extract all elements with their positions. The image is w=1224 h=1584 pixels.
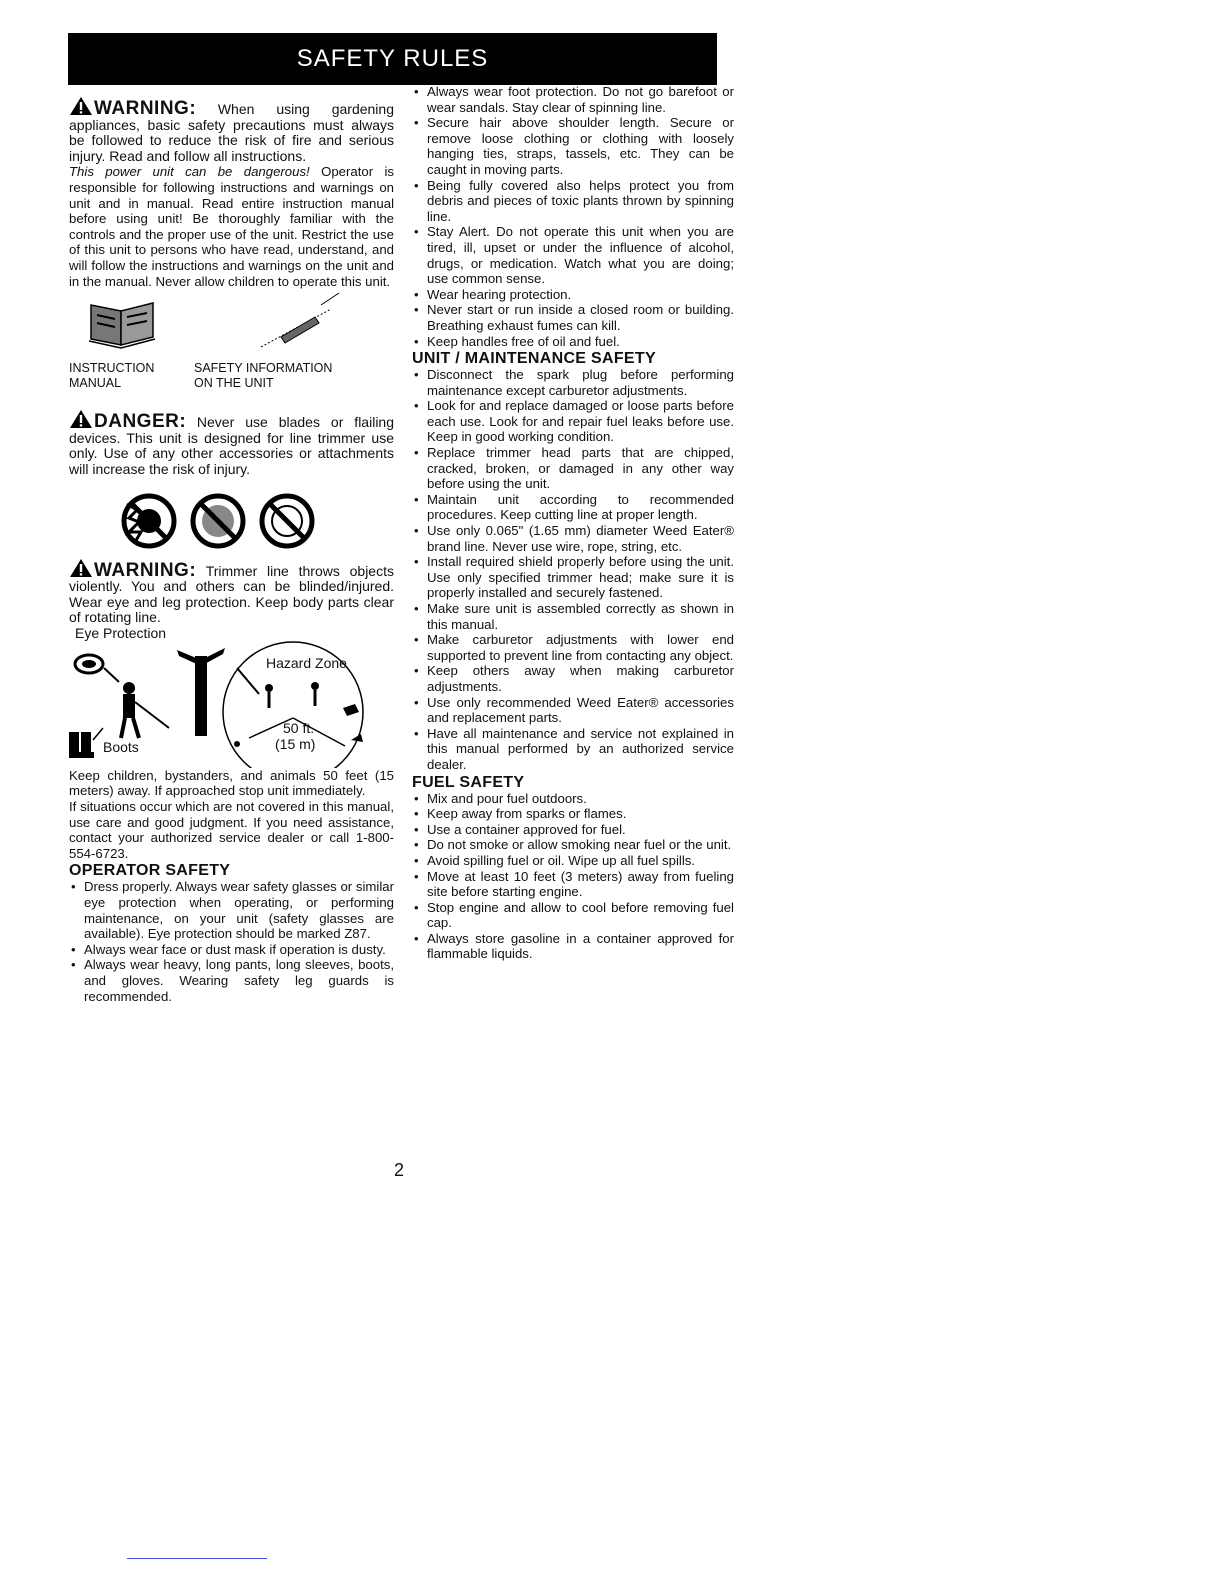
danger-label: DANGER: [94,411,187,433]
boots-label: Boots [103,738,139,755]
fuel-safety-list [412,791,734,963]
unit-maintenance-safety-list [412,367,734,772]
no-blade-attachment-icon [262,496,312,546]
list-item: • Stop engine and allow to cool before removing fuel cap. [412,900,734,931]
warning-intro [69,96,394,164]
hazard-zone-label: Hazard Zone [266,654,347,671]
no-blade-icon [124,496,174,546]
list-item: • Being fully covered also helps protect you from debris and pieces of toxic plants thrown by spinning line. [412,178,734,225]
danger-paragraph [69,409,394,477]
list-item: • Maintain unit according to recommended procedures. Keep cutting line at proper length. [412,492,734,523]
list-item: • Move at least 10 feet (3 meters) away from fueling site before starting engine. [412,869,734,900]
list-item: • Use only recommended Weed Eater® accessories and replacement parts. [412,695,734,726]
list-item: • Mix and pour fuel outdoors. [412,791,734,807]
list-item: • Have all maintenance and service not explained in this manual performed by an authorized service dealer. [412,726,734,773]
list-item: • Never start or run inside a closed room or building. Breathing exhaust fumes can kill. [412,302,734,333]
warning-label: WARNING: [94,98,197,119]
right-column [412,84,734,962]
instruction-manual-label: INSTRUCTION MANUAL [69,361,155,391]
boots-icon [69,728,103,758]
warning2-label: WARNING: [94,559,197,581]
list-item: • Secure hair above shoulder length. Secure or remove loose clothing or clothing with loosely hanging ties, straps, tassels, etc. They can be caught in moving parts. [412,115,734,177]
instruction-manual-icon [89,303,155,348]
left-column [69,96,394,1004]
danger-triangle-icon [69,409,93,429]
page-number: 2 [394,1160,405,1180]
list-item: • Disconnect the spark plug before performing maintenance except carburetor adjustments. [412,367,734,398]
list-item: • Always wear foot protection. Do not go barefoot or wear sandals. Stay clear of spinning line. [412,84,734,115]
list-item: • Dress properly. Always wear safety glasses or similar eye protection when operating, or performing maintenance, on your unit (safety glasses are available). Eye protection should be marked Z87. [69,879,394,941]
list-item: • Keep away from sparks or flames. [412,806,734,822]
operator-responsibility-text: Operator is responsible for following instructions and warnings on unit and in manual. Read entire instruction manual before using unit! Be thoroughly familiar with the controls and the proper use of the unit. Restrict the use of this unit to persons who have read, understand, and will follow the instructions and warnings on the unit and in the manual. Never allow children to operate this unit. [69,164,394,289]
warning-triangle-icon [69,96,93,116]
safety-decal-icon [261,293,339,347]
warning2-text: Trimmer line throws objects violently. You and others can be blinded/injured. Wear eye and leg protection. Keep body parts clear of rotating line. [69,562,394,626]
list-item: • Always wear heavy, long pants, long sleeves, boots, and gloves. Wearing safety leg guards is recommended. [69,957,394,1004]
list-item: • Stay Alert. Do not operate this unit when you are tired, ill, upset or under the influence of alcohol, drugs, or medication. Watch what you are doing; use common sense. [412,224,734,286]
operator-figure-icon [121,682,169,738]
list-item: • Do not smoke or allow smoking near fuel or the unit. [412,837,734,853]
fuel-safety-heading: FUEL SAFETY [412,773,525,791]
prohibited-blades-illustration [119,492,329,550]
header-banner [68,33,717,85]
warning-text: When using gardening appliances, basic safety precautions must always be followed to reduce the risk of fire and serious injury. Read and follow all instructions. [69,101,394,164]
eye-protection-label: Eye Protection [75,624,167,641]
list-item: • Always store gasoline in a container approved for flammable liquids. [412,931,734,962]
list-item: • Wear hearing protection. [412,287,734,303]
operator-safety-list [69,879,394,1004]
warning2-paragraph [69,558,394,626]
list-item: • Replace trimmer head parts that are chipped, cracked, broken, or damaged in any other way before using the unit. [412,445,734,492]
list-item: • Install required shield properly before using the unit. Use only specified trimmer head; make sure it is properly installed and securely fastened. [412,554,734,601]
list-item: • Use a container approved for fuel. [412,822,734,838]
list-item: • Look for and replace damaged or loose parts before each use. Look for and repair fuel leaks before use. Keep in good working condition. [412,398,734,445]
distance-feet-label: 50 ft. [283,719,315,736]
list-item: • Keep others away when making carburetor adjustments. [412,663,734,694]
operator-paragraph [69,164,394,289]
bottom-divider [127,1558,267,1559]
list-item: • Always wear face or dust mask if operation is dusty. [69,942,394,958]
safety-information-label: SAFETY INFORMATION ON THE UNIT [194,361,333,391]
list-item: • Keep handles free of oil and fuel. [412,334,734,350]
page-title: SAFETY RULES [296,45,489,72]
manual-and-decal-illustration [69,289,389,359]
hazard-zone-figure [69,624,389,768]
warning2-triangle-icon [69,558,93,578]
no-flailing-device-icon [193,496,243,546]
dangerous-note: This power unit can be dangerous! [69,164,310,180]
unit-maintenance-safety-heading: UNIT / MAINTENANCE SAFETY [412,350,656,368]
list-item: • Use only 0.065" (1.65 mm) diameter Weed Eater® brand line. Never use wire, rope, string, etc. [412,523,734,554]
situations-paragraph: If situations occur which are not covered in this manual, use care and good judgment. If you need assistance, contact your authorized service dealer or call 1-800-554-6723. [69,799,394,861]
distance-meters-label: (15 m) [275,735,316,752]
figure-labels [69,361,394,391]
operator-safety-list-continued [412,84,734,349]
danger-text: Never use blades or flailing devices. This unit is designed for line trimmer use only. Use of any other accessories or attachments will increase the risk of injury. [69,414,394,477]
safety-glasses-icon [75,655,119,682]
list-item: • Make sure unit is assembled correctly as shown in this manual. [412,601,734,632]
list-item: • Make carburetor adjustments with lower end supported to prevent line from contacting any object. [412,632,734,663]
operator-safety-heading: OPERATOR SAFETY [69,862,231,880]
keep-away-paragraph: Keep children, bystanders, and animals 50 feet (15 meters) away. If approached stop unit immediately. [69,767,394,799]
tree-icon [177,648,225,736]
list-item: • Avoid spilling fuel or oil. Wipe up all fuel spills. [412,853,734,869]
